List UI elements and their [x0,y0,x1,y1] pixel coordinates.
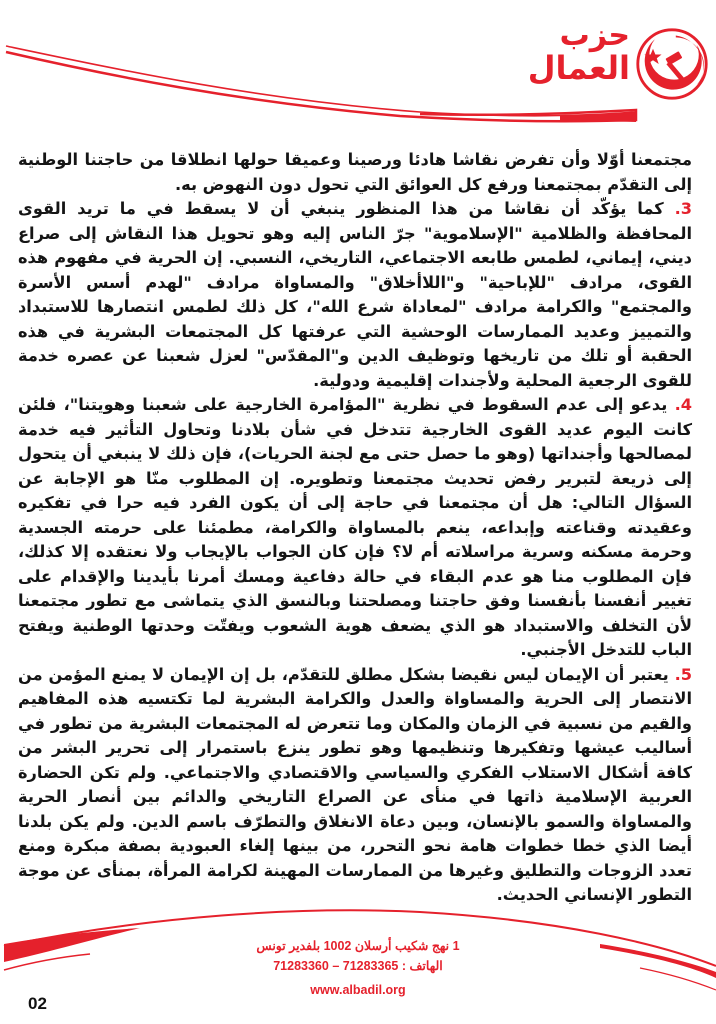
party-logo [510,20,710,110]
page-number: 02 [28,994,47,1013]
item-text: يعتبر أن الإيمان ليس نقيضا بشكل مطلق للتقدّم، بل إن الإيمان لا يمنع المؤمن من الانتصار إلى الحرية والمساواة والعدل والكرامة البشرية لما تكتسيه هذه المفاهيم والقيم من نسبية في الزمان والمكان وما تتعرض له المجتمعات البشرية من تطور في أساليب عيشها وتفكيرها وتنظيمها وهو تطور ينزع باستمرار إلى تحرير البشر من كافة أشكال الاستلاب الفكري والسياسي والاقتصادي والاجتماعي. ولم تكن الحضارة العربية الإسلامية ذاتها في منأى عن الصراع التاريخي والدائم بين أنصار الحرية والمساواة والسمو بالإنسان، وبين دعاة الانغلاق والتطرّف باسم الدين. ولم يكن بلدنا أيضا الذي خطا خطوات هامة نحو التحرر، من بينها إلغاء العبودية بصفة مبكرة ومنع تعدد الزوجات والتطليق وغيرها من الممارسات المهينة لكرامة المرأة، بمنأى عن موجة التطور الإنساني الحديث. [18,664,692,904]
item-text: يدعو إلى عدم السقوط في نظرية "المؤامرة الخارجية على شعبنا وهويتنا"، فلئن كانت اليوم عديد القوى الخارجية تتدخل في شأن بلادنا وتحاول التأثير فيه خدمة لمصالحها وأجنداتها (وهو ما حصل حتى مع لجنة الحريات)، فإن ذلك لا ينبغي أن يتحول إلى ذريعة لتبرير رفض تحديث مجتمعنا وتطويره. إن المطلوب منّا هو الإجابة عن السؤال التالي: هل أن مجتمعنا في حاجة إلى أن يكون الفرد فيه حرا في تفكيره وعقيدته وقناعته وإبداعه، ينعم بالمساواة والكرامة، مطمئنا على حرمته الجسدية وحرمة مسكنه وسرية مراسلاته أم لا؟ فإن كان الجواب بالإيجاب ولا نعتقده إلا كذلك، فإن المطلوب منا هو عدم البقاء في حالة دفاعية ومسك أمرنا بأيدينا والإقدام على تغيير أنفسنا بأنفسنا وفق حاجتنا ومصلحتنا وبالنسق الذي يتماشى مع تطور مجتمعنا لأن التخلف والاستبداد هو الذي يضعف هوية الشعوب ويفتّت وحدتها الوطنية ويفتح الباب للتدخل الأجنبي. [18,395,692,659]
phone-text: الهاتف : 71283365 – 71283360 [273,959,443,973]
list-item-5 [18,663,692,908]
contact-info [0,936,716,1000]
hammer-sickle-star-icon [634,26,710,102]
intro-paragraph: مجتمعنا أوّلا وأن تفرض نقاشا هادئا ورصينا وعميقا حولها انطلاقا من حاجتنا الوطنية إلى التقدّم بمجتمعنا ورفع كل العوائق التي تحول دون النهوض به. [18,150,692,194]
item-text: كما يؤكّد أن نقاشا من هذا المنظور ينبغي أن لا يسقط في ما تريد القوى المحافظة والظلامية "الإسلاموية" جرّ الناس إليه وهو تحويل هذا النقاش إلى صراع ديني، إيماني، لطمس طابعه الاجتماعي، التاريخي، النسبي. إن الحرية في مفهوم هذه القوى، مرادف "للإباحية" و"اللاأخلاق" والمساواة مرادف "لهدم أسس الأسرة والمجتمع" والكرامة مرادف "لمعاداة شرع الله"، كل ذلك لطمس انتصارها للاستبداد والتمييز وعديد الممارسات الوحشية التي عرفتها كل المجتمعات البشرية في هذه الحقبة أو تلك من تاريخها وتوظيف الدين و"المقدّس" لعزل شعبنا عن عصره خدمة للقوى الرجعية المحلية ولأجندات إقليمية ودولية. [18,199,692,390]
website-link[interactable]: www.albadil.org [310,983,406,997]
list-item-3 [18,197,692,393]
party-name-line1: حزب [559,18,630,53]
page-header [0,0,716,150]
list-item-4 [18,393,692,663]
address-text: 1 نهج شكيب أرسلان 1002 بلفدير تونس [256,939,460,953]
document-body [18,148,692,908]
page-footer [0,904,716,1024]
item-number: 5. [674,664,692,684]
item-number: 3. [674,199,692,218]
party-name-line2: العمال [527,48,630,87]
party-name [528,20,630,85]
item-number: 4. [674,395,692,414]
